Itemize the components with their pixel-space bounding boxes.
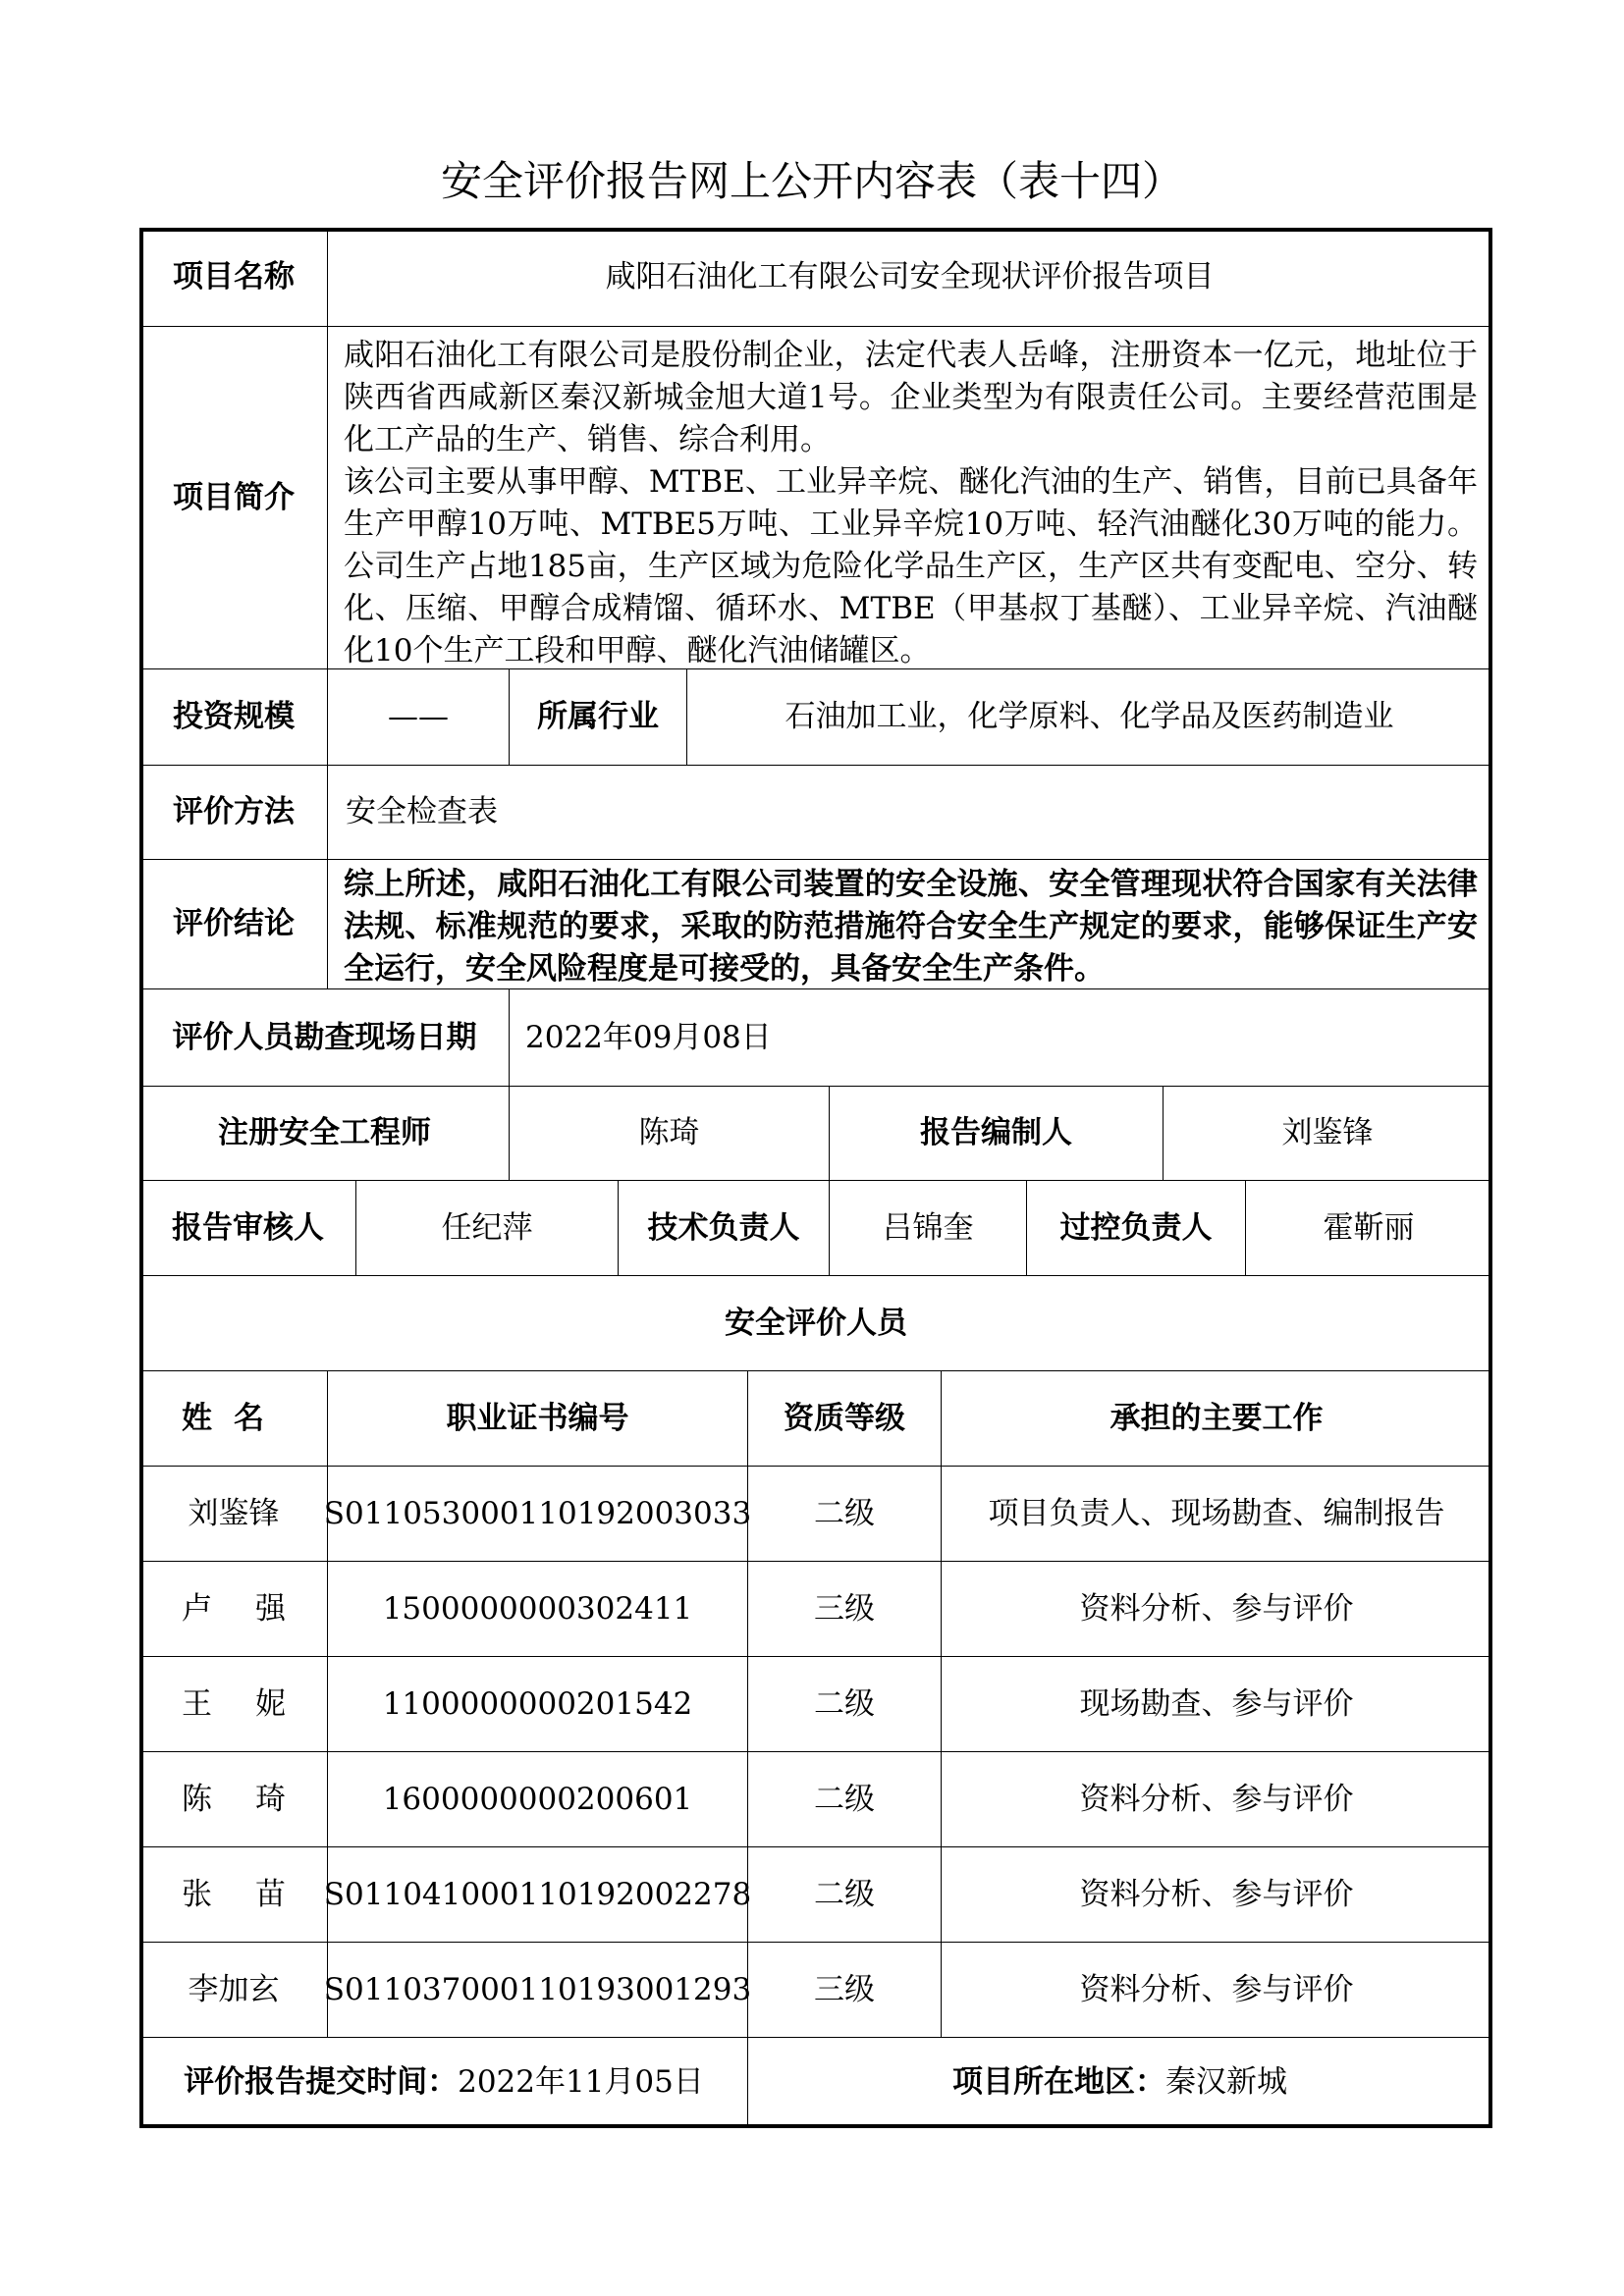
survey-date-value: 2022年09月08日	[509, 988, 1492, 1087]
staff-name-text: 王妮	[182, 1685, 329, 1722]
staff-cert: 1100000000201542	[327, 1656, 748, 1752]
tech-label: 技术负责人	[618, 1180, 830, 1276]
staff-name	[139, 1846, 328, 1943]
staff-header-level: 资质等级	[747, 1370, 942, 1467]
method-value: 安全检查表	[327, 765, 1492, 860]
staff-header-cert: 职业证书编号	[327, 1370, 748, 1467]
conclusion-label: 评价结论	[139, 859, 328, 989]
staff-cert: 1600000000200601	[327, 1751, 748, 1847]
method-label: 评价方法	[139, 765, 328, 860]
staff-header-name-text: 姓名	[182, 1400, 286, 1436]
staff-header-name	[139, 1370, 328, 1467]
staff-name: 李加玄	[139, 1942, 328, 2038]
tech-value: 吕锦奎	[829, 1180, 1027, 1276]
staff-name	[139, 1656, 328, 1752]
intro-paragraph-1: 咸阳石油化工有限公司是股份制企业，法定代表人岳峰，注册资本一亿元，地址位于陕西省西咸新区秦汉新城金旭大道1号。企业类型为有限责任公司。主要经营范围是化工产品的生产、销售、综合利用。	[344, 338, 1478, 457]
staff-name-text: 张苗	[182, 1876, 329, 1912]
compiler-label: 报告编制人	[829, 1086, 1164, 1181]
staff-work: 资料分析、参与评价	[941, 1942, 1492, 2038]
page-title: 安全评价报告网上公开内容表（表十四）	[440, 157, 1183, 205]
submit-time-label: 评价报告提交时间：	[184, 2064, 459, 2100]
staff-work: 项目负责人、现场勘查、编制报告	[941, 1466, 1492, 1562]
reviewer-label: 报告审核人	[139, 1180, 356, 1276]
staff-level: 二级	[747, 1466, 942, 1562]
project-name-value: 咸阳石油化工有限公司安全现状评价报告项目	[327, 228, 1492, 327]
staff-name-text: 陈琦	[182, 1781, 329, 1817]
control-label: 过控负责人	[1026, 1180, 1246, 1276]
investment-value: ——	[327, 668, 510, 766]
industry-label: 所属行业	[509, 668, 687, 766]
staff-work: 现场勘查、参与评价	[941, 1656, 1492, 1752]
staff-level: 二级	[747, 1751, 942, 1847]
intro-paragraph-2: 该公司主要从事甲醇、MTBE、工业异辛烷、醚化汽油的生产、销售，目前已具备年生产甲醇10万吨、MTBE5万吨、工业异辛烷10万吨、轻汽油醚化30万吨的能力。公司生产占地185亩，生产区域为危险化学品生产区，生产区共有变配电、空分、转化、压缩、甲醇合成精馏、循环水、MTBE（甲基叔丁基醚）、工业异辛烷、汽油醚化10个生产工段和甲醇、醚化汽油储罐区。	[344, 464, 1478, 668]
submit-time-value: 2022年11月05日	[458, 2064, 704, 2100]
staff-work: 资料分析、参与评价	[941, 1751, 1492, 1847]
conclusion-value: 综上所述，咸阳石油化工有限公司装置的安全设施、安全管理现状符合国家有关法律法规、标准规范的要求，采取的防范措施符合安全生产规定的要求，能够保证生产安全运行，安全风险程度是可接受的，具备安全生产条件。	[327, 859, 1492, 989]
engineer-value: 陈琦	[509, 1086, 830, 1181]
staff-cert: 1500000000302411	[327, 1561, 748, 1657]
survey-date-label: 评价人员勘查现场日期	[139, 988, 510, 1087]
project-name-label: 项目名称	[139, 228, 328, 327]
staff-name	[139, 1561, 328, 1657]
region-label: 项目所在地区：	[952, 2064, 1165, 2100]
staff-work: 资料分析、参与评价	[941, 1846, 1492, 1943]
staff-level: 三级	[747, 1561, 942, 1657]
control-value: 霍靳丽	[1245, 1180, 1492, 1276]
staff-name-text: 卢强	[182, 1590, 329, 1627]
industry-value: 石油加工业，化学原料、化学品及医药制造业	[686, 668, 1492, 766]
staff-heading: 安全评价人员	[139, 1275, 1492, 1371]
region-value: 秦汉新城	[1165, 2064, 1287, 2100]
staff-level: 二级	[747, 1846, 942, 1943]
staff-cert: S011037000110193001293	[327, 1942, 748, 2038]
compiler-value: 刘鉴锋	[1163, 1086, 1492, 1181]
project-intro-text	[327, 326, 1492, 669]
project-intro-label: 项目简介	[139, 326, 328, 669]
region-cell	[747, 2037, 1492, 2128]
staff-name	[139, 1751, 328, 1847]
staff-header-work: 承担的主要工作	[941, 1370, 1492, 1467]
staff-work: 资料分析、参与评价	[941, 1561, 1492, 1657]
staff-level: 二级	[747, 1656, 942, 1752]
staff-cert: S011041000110192002278	[327, 1846, 748, 1943]
engineer-label: 注册安全工程师	[139, 1086, 510, 1181]
submit-time-cell	[139, 2037, 748, 2128]
staff-cert: S011053000110192003033	[327, 1466, 748, 1562]
staff-name: 刘鉴锋	[139, 1466, 328, 1562]
investment-label: 投资规模	[139, 668, 328, 766]
reviewer-value: 任纪萍	[355, 1180, 619, 1276]
staff-level: 三级	[747, 1942, 942, 2038]
